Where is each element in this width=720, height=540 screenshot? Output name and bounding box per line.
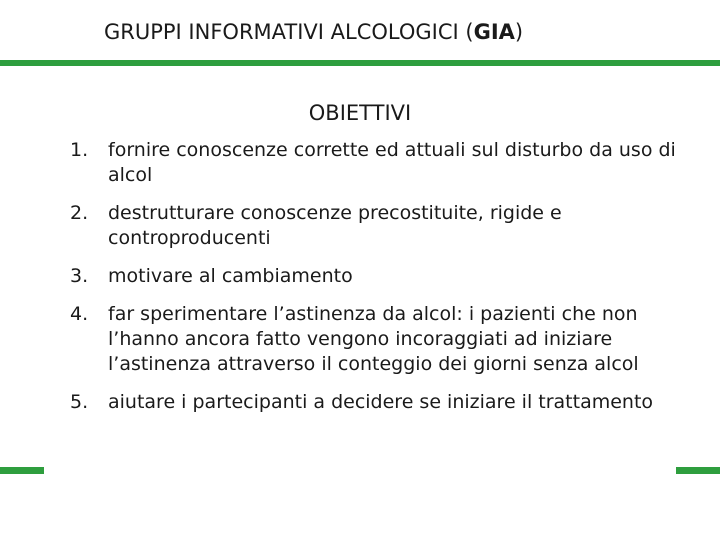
section-heading: OBIETTIVI	[308, 101, 412, 125]
list-item-text: motivare al cambiamento	[108, 265, 353, 287]
list-item	[70, 138, 690, 188]
list-item-text: aiutare i partecipanti a decidere se iniziare il trattamento	[108, 391, 654, 413]
list-item-number: 4.	[70, 303, 89, 325]
title-suffix: )	[514, 20, 524, 44]
title-acronym: GIA	[473, 20, 515, 44]
list-item	[70, 390, 690, 415]
list-item-number: 3.	[70, 265, 89, 287]
list-item-text: destrutturare conoscenze precostituite, rigide e controproducenti	[108, 202, 562, 249]
list-item-text: far sperimentare l’astinenza da alcol: i pazienti che non l’hanno ancora fatto vengono incoraggiati ad iniziare l’astinenza attraverso il conteggio dei giorni senza alcol	[108, 303, 639, 375]
list-item	[70, 201, 690, 251]
list-item-text: fornire conoscenze corrette ed attuali sul disturbo da uso di alcol	[108, 139, 676, 186]
list-item-number: 1.	[70, 139, 89, 161]
list-item	[70, 264, 690, 289]
slide-title	[104, 18, 523, 46]
list-item	[70, 302, 690, 377]
list-item-number: 5.	[70, 391, 89, 413]
objectives-list	[70, 138, 690, 428]
title-prefix: GRUPPI INFORMATIVI ALCOLOGICI (	[104, 20, 474, 44]
footer-left-accent-bar	[0, 467, 44, 474]
list-item-number: 2.	[70, 202, 89, 224]
title-divider-bar	[0, 60, 720, 66]
footer-right-accent-bar	[676, 467, 720, 474]
